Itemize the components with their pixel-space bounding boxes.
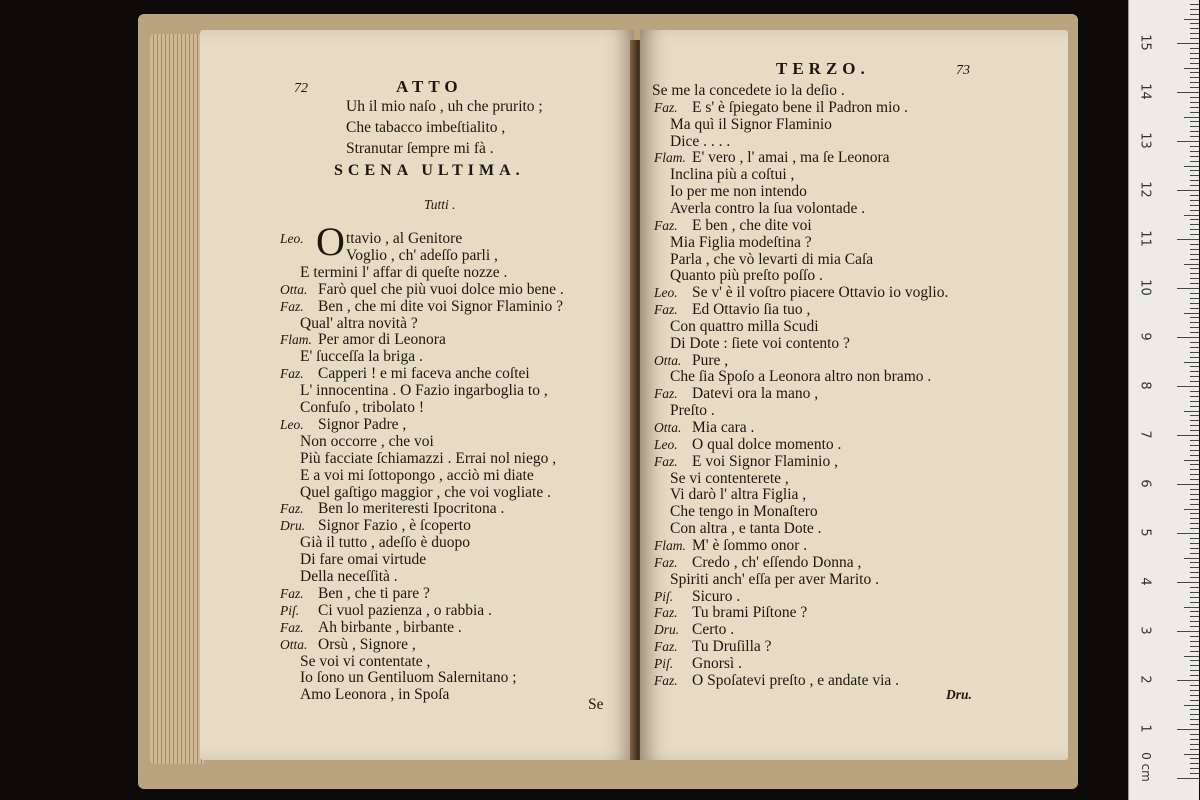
ruler-tick: [1190, 244, 1199, 245]
ruler-tick: [1190, 342, 1199, 343]
dialogue-text: Sicuro .: [692, 587, 741, 605]
left-page: [200, 30, 634, 760]
dialogue-line: Che tengo in Monaſtero: [670, 503, 818, 521]
ruler-tick: [1190, 665, 1199, 666]
dialogue-text: Orsù , Signore ,: [318, 635, 416, 653]
ruler-tick: [1184, 19, 1199, 20]
dialogue-text: Credo , ch' eſſendo Donna ,: [692, 553, 862, 571]
ruler-tick: [1190, 131, 1199, 132]
ruler-tick: [1190, 690, 1199, 691]
dialogue-line: Inclina più a coſtui ,: [670, 166, 795, 184]
ruler-tick: [1190, 719, 1199, 720]
dialogue-text: Ben , che ti pare ?: [318, 584, 430, 602]
speaker-label: Faz.: [280, 298, 304, 314]
ruler-tick: [1177, 778, 1199, 779]
dialogue-text: Mia cara .: [692, 419, 755, 436]
ruler-tick: [1190, 396, 1199, 397]
scale-ruler: [1128, 0, 1199, 800]
ruler-number: 9: [1137, 332, 1153, 341]
ruler-tick: [1190, 126, 1199, 127]
ruler-tick: [1190, 322, 1199, 323]
page-edges: [150, 34, 204, 764]
ruler-tick: [1184, 411, 1199, 412]
ruler-number: 2: [1137, 675, 1153, 684]
ruler-tick: [1190, 107, 1199, 108]
ruler-tick: [1190, 538, 1199, 539]
ruler-tick: [1190, 259, 1199, 260]
ruler-number: 15: [1137, 34, 1153, 51]
ruler-tick: [1190, 597, 1199, 598]
dialogue-line: Dice . . . .: [670, 132, 731, 150]
ruler-tick: [1177, 337, 1199, 338]
dialogue-line: Con altra , e tanta Dote .: [670, 520, 822, 538]
ruler-tick: [1184, 705, 1199, 706]
ruler-tick: [1190, 77, 1199, 78]
speaker-label: Leo.: [654, 285, 678, 301]
ruler-tick: [1184, 460, 1199, 461]
ruler-tick: [1190, 121, 1199, 122]
dialogue-text: E ben , che dite voi: [692, 216, 812, 234]
dialogue-line: Se voi vi contentate ,: [300, 652, 431, 670]
dialogue-line: L' innocentina . O Fazio ingarboglia to ,: [300, 382, 548, 400]
dialogue-line: Se me la concedete io la deſio .: [652, 82, 845, 99]
dialogue-text: O qual dolce momento .: [692, 435, 842, 453]
ruler-tick: [1190, 739, 1199, 740]
ruler-tick: [1190, 641, 1199, 642]
ruler-tick: [1190, 170, 1199, 171]
ruler-tick: [1190, 151, 1199, 152]
dialogue-text: Pure ,: [692, 351, 729, 369]
ruler-tick: [1190, 317, 1199, 318]
dialogue-line: Parla , che vò levarti di mia Caſa: [670, 250, 874, 268]
ruler-tick: [1184, 754, 1199, 755]
ruler-tick: [1190, 53, 1199, 54]
dialogue-text: Tu brami Piſtone ?: [692, 604, 808, 622]
dialogue-line: Non occorre , che voi: [300, 432, 434, 450]
ruler-tick: [1190, 406, 1199, 407]
ruler-tick: [1190, 283, 1199, 284]
ruler-number: 8: [1137, 381, 1153, 390]
ruler-tick: [1190, 479, 1199, 480]
ruler-tick: [1190, 592, 1199, 593]
ruler-tick: [1177, 484, 1199, 485]
speaker-label: Faz.: [654, 217, 678, 233]
ruler-tick: [1184, 264, 1199, 265]
ruler-tick: [1190, 758, 1199, 759]
ruler-tick: [1190, 700, 1199, 701]
dialogue-line: Qual' altra novità ?: [300, 314, 418, 332]
ruler-number: 5: [1137, 528, 1153, 537]
ruler-tick: [1184, 117, 1199, 118]
ruler-tick: [1190, 523, 1199, 524]
speaker-label: Piſ.: [654, 588, 674, 604]
ruler-tick: [1190, 474, 1199, 475]
ruler-tick: [1190, 87, 1199, 88]
speaker-label: Faz.: [654, 386, 678, 402]
ruler-tick: [1184, 362, 1199, 363]
ruler-tick: [1190, 391, 1199, 392]
ruler-tick: [1190, 58, 1199, 59]
dialogue-text: Tu Druſilla ?: [692, 638, 772, 656]
ruler-tick: [1190, 195, 1199, 196]
dialogue-line: Già il tutto , adeſſo è duopo: [300, 534, 471, 552]
dialogue-line: Amo Leonora , in Spoſa: [300, 686, 450, 704]
ruler-tick: [1190, 381, 1199, 382]
dialogue-text: ttavio , al Genitore: [346, 230, 463, 247]
speaker-label: Otta.: [654, 420, 682, 435]
ruler-tick: [1190, 371, 1199, 372]
dialogue-text: Datevi ora la mano ,: [692, 385, 819, 403]
dialogue-text: Ah birbante , birbante .: [318, 618, 462, 636]
ruler-tick: [1190, 773, 1199, 774]
dialogue-line: Vi darò l' altra Figlia ,: [670, 486, 807, 504]
dialogue-text: O Spoſatevi preſto , e andate via .: [692, 671, 900, 689]
ruler-number: 7: [1137, 430, 1153, 439]
dialogue-line: E a voi mi ſottopongo , acciò mi diate: [300, 466, 534, 484]
dialogue-text: Capperi ! e mi faceva anche coſtei: [318, 365, 530, 383]
ruler-tick: [1190, 440, 1199, 441]
dialogue-line: Confuſo , tribolato !: [300, 399, 424, 416]
ruler-tick: [1190, 102, 1199, 103]
ruler-tick: [1190, 450, 1199, 451]
ruler-tick: [1190, 205, 1199, 206]
ruler-tick: [1190, 249, 1199, 250]
ruler-tick: [1190, 63, 1199, 64]
speaker-label: Leo.: [654, 436, 678, 452]
dialogue-line: Della neceſſità .: [300, 568, 398, 585]
ruler-tick: [1190, 161, 1199, 162]
dialogue-line: Io ſono un Gentiluom Salernitano ;: [300, 669, 517, 687]
ruler-tick: [1190, 670, 1199, 671]
scene-title: SCENA ULTIMA.: [334, 162, 525, 179]
ruler-tick: [1190, 376, 1199, 377]
dialogue-text: Signor Padre ,: [318, 415, 407, 433]
ruler-number: 4: [1137, 577, 1153, 586]
speaker-label: Faz.: [654, 554, 678, 570]
ruler-tick: [1190, 303, 1199, 304]
ruler-tick: [1177, 239, 1199, 240]
ruler-tick: [1190, 513, 1199, 514]
ruler-tick: [1190, 420, 1199, 421]
ruler-tick: [1190, 616, 1199, 617]
catchword: Se: [588, 696, 604, 713]
speaker-label: Faz.: [280, 366, 304, 382]
ruler-tick: [1190, 695, 1199, 696]
ruler-number: 11: [1137, 230, 1153, 247]
speaker-label: Dru.: [280, 518, 306, 534]
ruler-tick: [1190, 646, 1199, 647]
ruler-tick: [1190, 430, 1199, 431]
speaker-label: Otta.: [280, 636, 308, 652]
dialogue-text: Ci vuol pazienza , o rabbia .: [318, 601, 492, 619]
ruler-unit-label: 0 cm: [1138, 752, 1153, 782]
speaker-label: Piſ.: [654, 655, 674, 671]
ruler-tick: [1184, 215, 1199, 216]
ruler-tick: [1190, 714, 1199, 715]
ruler-tick: [1190, 464, 1199, 465]
ruler-tick: [1177, 435, 1199, 436]
page-number: 73: [956, 63, 970, 78]
dialogue-line: E' ſucceſſa la briga .: [300, 348, 423, 366]
ruler-tick: [1190, 82, 1199, 83]
ruler-tick: [1190, 175, 1199, 176]
ruler-tick: [1190, 562, 1199, 563]
speaker-label: Faz.: [654, 99, 678, 115]
ruler-tick: [1177, 92, 1199, 93]
speaker-label: Faz.: [280, 501, 304, 517]
ruler-tick: [1190, 229, 1199, 230]
ruler-tick: [1177, 386, 1199, 387]
ruler-tick: [1190, 268, 1199, 269]
ruler-tick: [1190, 651, 1199, 652]
speaker-label: Faz.: [280, 619, 304, 635]
speaker-label: Flam.: [654, 150, 686, 166]
ruler-tick: [1190, 298, 1199, 299]
ruler-tick: [1190, 469, 1199, 470]
ruler-tick: [1177, 190, 1199, 191]
speaker-label: Faz.: [654, 302, 678, 318]
speaker-label: Faz.: [654, 672, 678, 688]
ruler-tick: [1190, 763, 1199, 764]
ruler-tick: [1177, 680, 1199, 681]
running-header: TERZO.: [776, 59, 870, 78]
ruler-tick: [1190, 97, 1199, 98]
dialogue-text: Se v' è il voſtro piacere Ottavio io voglio.: [692, 284, 949, 302]
ruler-tick: [1190, 28, 1199, 29]
right-page: [640, 30, 1068, 760]
ruler-tick: [1190, 146, 1199, 147]
ruler-tick: [1177, 729, 1199, 730]
ruler-tick: [1190, 548, 1199, 549]
ruler-tick: [1184, 558, 1199, 559]
ruler-tick: [1190, 660, 1199, 661]
ruler-tick: [1190, 234, 1199, 235]
verse-line: Che tabacco imbeſtialito ,: [346, 119, 506, 136]
ruler-tick: [1190, 709, 1199, 710]
scene-subtitle: Tutti .: [424, 197, 456, 212]
dialogue-text: Ed Ottavio ſia tuo ,: [692, 301, 811, 319]
ruler-tick: [1190, 366, 1199, 367]
drop-cap: O: [316, 219, 345, 264]
speaker-label: Faz.: [654, 605, 678, 621]
dialogue-line: Ma quì il Signor Flaminio: [670, 115, 832, 133]
ruler-tick: [1190, 224, 1199, 225]
speaker-label: Otta.: [280, 281, 308, 297]
ruler-tick: [1190, 489, 1199, 490]
ruler-tick: [1190, 734, 1199, 735]
dialogue-text: Ben lo meriteresti Ipocritona .: [318, 500, 505, 518]
ruler-number: 12: [1137, 181, 1153, 198]
ruler-tick: [1177, 43, 1199, 44]
dialogue-line: Di Dote : ſiete voi contento ?: [670, 334, 850, 352]
ruler-tick: [1190, 23, 1199, 24]
dialogue-line: Più facciate ſchiamazzi . Errai nol niego ,: [300, 449, 557, 467]
ruler-tick: [1190, 332, 1199, 333]
ruler-number: 10: [1137, 279, 1153, 296]
ruler-tick: [1190, 180, 1199, 181]
ruler-tick: [1190, 219, 1199, 220]
ruler-tick: [1190, 445, 1199, 446]
ruler-tick: [1190, 112, 1199, 113]
ruler-tick: [1177, 288, 1199, 289]
speaker-label: Dru.: [654, 622, 680, 638]
dialogue-text: E voi Signor Flaminio ,: [692, 452, 838, 470]
dialogue-text: E s' è ſpiegato bene il Padron mio .: [692, 98, 908, 116]
ruler-tick: [1184, 656, 1199, 657]
ruler-tick: [1190, 499, 1199, 500]
dialogue-line: Spiriti anch' eſſa per aver Marito .: [670, 570, 879, 588]
ruler-tick: [1190, 587, 1199, 588]
verse-line: Stranutar ſempre mi fà .: [346, 140, 494, 157]
ruler-tick: [1190, 611, 1199, 612]
dialogue-line: Quanto più preſto poſſo .: [670, 267, 823, 285]
ruler-tick: [1190, 254, 1199, 255]
ruler-tick: [1190, 33, 1199, 34]
ruler-number: 14: [1137, 83, 1153, 100]
dialogue-text: Signor Fazio , è ſcoperto: [318, 517, 471, 535]
ruler-tick: [1190, 749, 1199, 750]
dialogue-line: Voglio , ch' adeſſo parli ,: [346, 246, 498, 264]
dialogue-text: E' vero , l' amai , ma ſe Leonora: [692, 149, 890, 167]
ruler-tick: [1190, 210, 1199, 211]
ruler-tick: [1190, 9, 1199, 10]
ruler-tick: [1190, 415, 1199, 416]
ruler-tick: [1184, 313, 1199, 314]
ruler-tick: [1184, 607, 1199, 608]
ruler-tick: [1177, 631, 1199, 632]
speaker-label: Faz.: [654, 453, 678, 469]
ruler-tick: [1190, 347, 1199, 348]
ruler-tick: [1190, 567, 1199, 568]
ruler-number: 6: [1137, 479, 1153, 488]
dialogue-line: Io per me non intendo: [670, 183, 807, 201]
ruler-tick: [1190, 455, 1199, 456]
dialogue-line: Averla contro la ſua volontade .: [670, 199, 866, 217]
ruler-tick: [1184, 509, 1199, 510]
ruler-tick: [1190, 48, 1199, 49]
dialogue-text: Ben , che mi dite voi Signor Flaminio ?: [318, 297, 563, 315]
ruler-tick: [1190, 38, 1199, 39]
ruler-tick: [1190, 504, 1199, 505]
ruler-tick: [1190, 528, 1199, 529]
ruler-tick: [1190, 293, 1199, 294]
ruler-tick: [1190, 200, 1199, 201]
speaker-label: Leo.: [280, 231, 304, 246]
ruler-tick: [1177, 533, 1199, 534]
ruler-number: 13: [1137, 132, 1153, 149]
ruler-tick: [1190, 14, 1199, 15]
ruler-tick: [1190, 4, 1199, 5]
ruler-tick: [1190, 156, 1199, 157]
dialogue-line: Preſto .: [670, 402, 715, 420]
ruler-tick: [1184, 166, 1199, 167]
speaker-label: Flam.: [654, 537, 686, 553]
dialogue-line: Mia Figlia modeſtina ?: [670, 233, 812, 251]
running-header: ATTO: [396, 77, 463, 96]
ruler-tick: [1184, 68, 1199, 69]
ruler-tick: [1190, 273, 1199, 274]
dialogue-line: Di fare omai virtude: [300, 551, 427, 569]
speaker-label: Piſ.: [280, 602, 300, 618]
ruler-tick: [1190, 675, 1199, 676]
ruler-tick: [1190, 185, 1199, 186]
ruler-tick: [1190, 494, 1199, 495]
dialogue-text: Per amor di Leonora: [318, 331, 446, 349]
ruler-tick: [1190, 72, 1199, 73]
ruler-tick: [1190, 136, 1199, 137]
page-number: 72: [294, 81, 308, 96]
ruler-tick: [1177, 141, 1199, 142]
ruler-tick: [1190, 425, 1199, 426]
dialogue-text: M' è ſommo onor .: [692, 536, 808, 554]
ruler-tick: [1177, 582, 1199, 583]
speaker-label: Faz.: [280, 585, 304, 601]
catchword: Dru.: [946, 687, 972, 702]
ruler-tick: [1190, 621, 1199, 622]
ruler-tick: [1190, 685, 1199, 686]
speaker-label: Leo.: [280, 416, 304, 432]
ruler-tick: [1190, 577, 1199, 578]
dialogue-text: Gnorsì .: [692, 654, 742, 672]
dialogue-text: Farò quel che più vuoi dolce mio bene .: [318, 280, 564, 298]
verse-line: Uh il mio naſo , uh che prurito ;: [346, 98, 543, 115]
ruler-number: 3: [1137, 626, 1153, 635]
dialogue-line: Se vi contenterete ,: [670, 469, 789, 487]
ruler-tick: [1190, 352, 1199, 353]
dialogue-text: Certo .: [692, 621, 735, 639]
ruler-tick: [1190, 768, 1199, 769]
ruler-tick: [1190, 724, 1199, 725]
ruler-tick: [1190, 401, 1199, 402]
speaker-label: Otta.: [654, 352, 682, 368]
ruler-tick: [1190, 626, 1199, 627]
ruler-tick: [1190, 602, 1199, 603]
speaker-label: Faz.: [654, 639, 678, 655]
ruler-tick: [1190, 357, 1199, 358]
ruler-tick: [1190, 327, 1199, 328]
dialogue-line: Quel gaſtigo maggior , che voi vogliate .: [300, 483, 551, 501]
ruler-tick: [1190, 518, 1199, 519]
ruler-tick: [1190, 572, 1199, 573]
ruler-tick: [1190, 744, 1199, 745]
ruler-tick: [1190, 543, 1199, 544]
ruler-tick: [1190, 553, 1199, 554]
ruler-number: 1: [1137, 724, 1153, 733]
dialogue-line: Con quattro milla Scudi: [670, 317, 819, 335]
ruler-tick: [1190, 308, 1199, 309]
speaker-label: Flam.: [280, 332, 312, 348]
ruler-tick: [1190, 278, 1199, 279]
dialogue-line: Che ſia Spoſo a Leonora altro non bramo .: [670, 368, 932, 386]
ruler-tick: [1190, 636, 1199, 637]
dialogue-line: E termini l' affar di queſte nozze .: [300, 263, 508, 281]
